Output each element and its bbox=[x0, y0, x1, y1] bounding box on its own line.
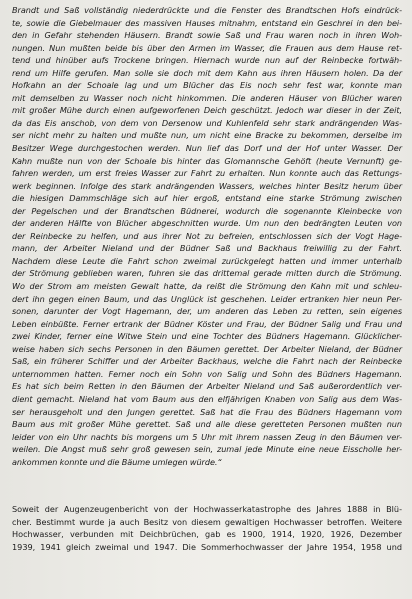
text-line: Baum aus mit großer Mühe gerettet. Saß und alle diese geretteten Personen mußten nun bbox=[12, 419, 402, 430]
text-line: werk beginnen. Infolge des stark andrängenden Wassers, welches hinter Besitz herum über bbox=[12, 180, 402, 191]
text-line: Nachdem diese Leute die Fahrt schon zweimal zurückgelegt hatten und immer unterhalb bbox=[12, 255, 402, 266]
text-line: Hochwasser, verbunden mit Deichbrüchen, gab es 1900, 1914, 1920, 1926, Dezember bbox=[12, 529, 402, 539]
text-line: leider von ein Uhr nachts bis morgens um 5 Uhr mit ihrem nassen Zeug in den Bäumen ver- bbox=[12, 431, 402, 442]
text-line: dert ihn gegen einen Baum, und das Unglück ist geschehen. Leider ertranken hier neun Per- bbox=[12, 293, 402, 304]
text-line: der Strömung geblieben waren, fuhren sie das drittemal gerade mitten durch die Strömung. bbox=[12, 268, 402, 279]
text-line: Leben einbüßte. Ferner ertrank der Büdner Köster und Frau, der Büdner Salig und Frau und bbox=[12, 318, 402, 329]
text-line: Soweit der Augenzeugenbericht von der Hochwasserkatastrophe des Jahres 1888 in Blü- bbox=[12, 504, 402, 514]
text-line: rend um Hilfe gerufen. Man solle sie doch mit dem Kahn aus ihren Häusern holen. Da der bbox=[12, 67, 402, 78]
text-line: fahren werden, um erst freies Wasser zur Fahrt zu erhalten. Nun konnte auch das Rettungs- bbox=[12, 168, 402, 179]
text-line: weilen. Die Angst muß sehr groß gewesen sein, zumal jede Minute eine neue Eisscholle her- bbox=[12, 444, 402, 455]
text-line: unternommen hatten. Ferner noch ein Sohn von Salig und Sohn des Büdners Hagemann. bbox=[12, 368, 402, 379]
text-line: ser nicht mehr zu halten und mußte nun, um nicht eine Bracke zu bekommen, derselbe im bbox=[12, 130, 402, 141]
follow-up-paragraph bbox=[12, 503, 402, 553]
text-line: dient gemacht. Nieland hat vom Baum aus den elfjährigen Knaben von Salig aus dem Was- bbox=[12, 393, 402, 404]
text-line: zwei Kinder, ferner eine Witwe Stein und eine Tochter des Büdners Hagemann. Glücklicher- bbox=[12, 331, 402, 342]
text-line: nungen. Nun mußten beide bis über den Armen im Wasser, die Frauen aus dem Hause ret- bbox=[12, 42, 402, 53]
text-line: ser herausgeholt und den Jungen gerettet. Saß hat die Frau des Büdners Hagemann vom bbox=[12, 406, 402, 417]
text-line: cher. Bestimmt wurde ja auch Besitz von diesem gewaltigen Hochwasser betroffen. Weitere bbox=[12, 516, 402, 527]
text-line: ankommen konnte und die Bäume umlegen würde.“ bbox=[12, 456, 222, 467]
text-line: 1939, 1941 gleich zweimal und 1947. Die Sommerhochwasser der Jahre 1954, 1958 und bbox=[12, 541, 402, 552]
text-line: den in Gefahr stehenden Häusern. Brandt sowie Saß und Frau waren noch in ihren Woh- bbox=[12, 30, 402, 41]
text-line: sonen, darunter der Vogt Hagemann, der, um anderen das Leben zu retten, sein eigenes bbox=[12, 306, 402, 317]
text-line: Wo der Strom am meisten Gewalt hatte, da reißt die Strömung den Kahn mit und schleu- bbox=[12, 281, 402, 292]
text-line: mit demselben zu Wasser noch nicht hinkommen. Die anderen Häuser von Blücher waren bbox=[12, 92, 402, 103]
text-line: die hiesigen Dammschläge sich auf hier ergoß, entstand eine starke Strömung zwischen bbox=[12, 193, 402, 204]
text-line: tend und hinüber aufs Trockene bringen. Hiernach wurde nun auf der Reinbecke fortwäh- bbox=[12, 55, 402, 66]
text-line: Es hat sich beim Retten in den Bäumen der Arbeiter Nieland und Saß außerordentlich ver- bbox=[12, 381, 402, 392]
text-line: Saß, ein früherer Schiffer und der Arbeiter Backhaus, welche die Fahrt nach der Reinbecke bbox=[12, 356, 402, 367]
text-line: Brandt und Saß vollständig niederdrückte und die Fenster des Brandtschen Hofs eindrück- bbox=[12, 5, 402, 15]
eyewitness-report-quote bbox=[12, 4, 402, 468]
text-line: da das Eis anschob, von dem von Dersenow und Kuhlenfeld sehr stark andrängenden Was- bbox=[12, 117, 402, 128]
text-line: mit großer Mühe durch einen aufgeworfenen Deich geschützt. Jedoch war dieser in der Zeit, bbox=[12, 105, 402, 116]
text-line: der Reinbecke zu helfen, und aus ihrer Not zu befreien, entschlossen sich der Vogt Hage- bbox=[12, 230, 402, 241]
text-line: der anderen Hälfte von Blücher abgeschnitten wurde. Um nun den bedrängten Leuten von bbox=[12, 218, 402, 229]
text-line: Kahn mußte nun von der Schoale bis hinter das Glomannsche Gehöft (heute Vernunft) ge- bbox=[12, 155, 402, 166]
text-line: Hofkahn an der Schoale lag und um Blücher das Eis noch sehr fest war, konnte man bbox=[12, 80, 402, 91]
text-line: der Pegelschen und der Brandtschen Büdnerei, wodurch die sogenannte Kleinbecke von bbox=[12, 205, 402, 216]
text-line: weise haben sich sechs Personen in den Bäumen gerettet. Der Arbeiter Nieland, der Büdner bbox=[12, 343, 402, 354]
text-line: te, sowie die Giebelmauer des massiven Hauses mitnahm, entstand ein Geschrei in den bei- bbox=[12, 17, 402, 28]
text-line: Besitzer Wege durchgestochen werden. Nun lief das Dorf und der Hof unter Wasser. Der bbox=[12, 143, 402, 154]
text-line: mann, der Arbeiter Nieland und der Büdner Saß und Backhaus freiwillig zu der Fahrt. bbox=[12, 243, 402, 254]
